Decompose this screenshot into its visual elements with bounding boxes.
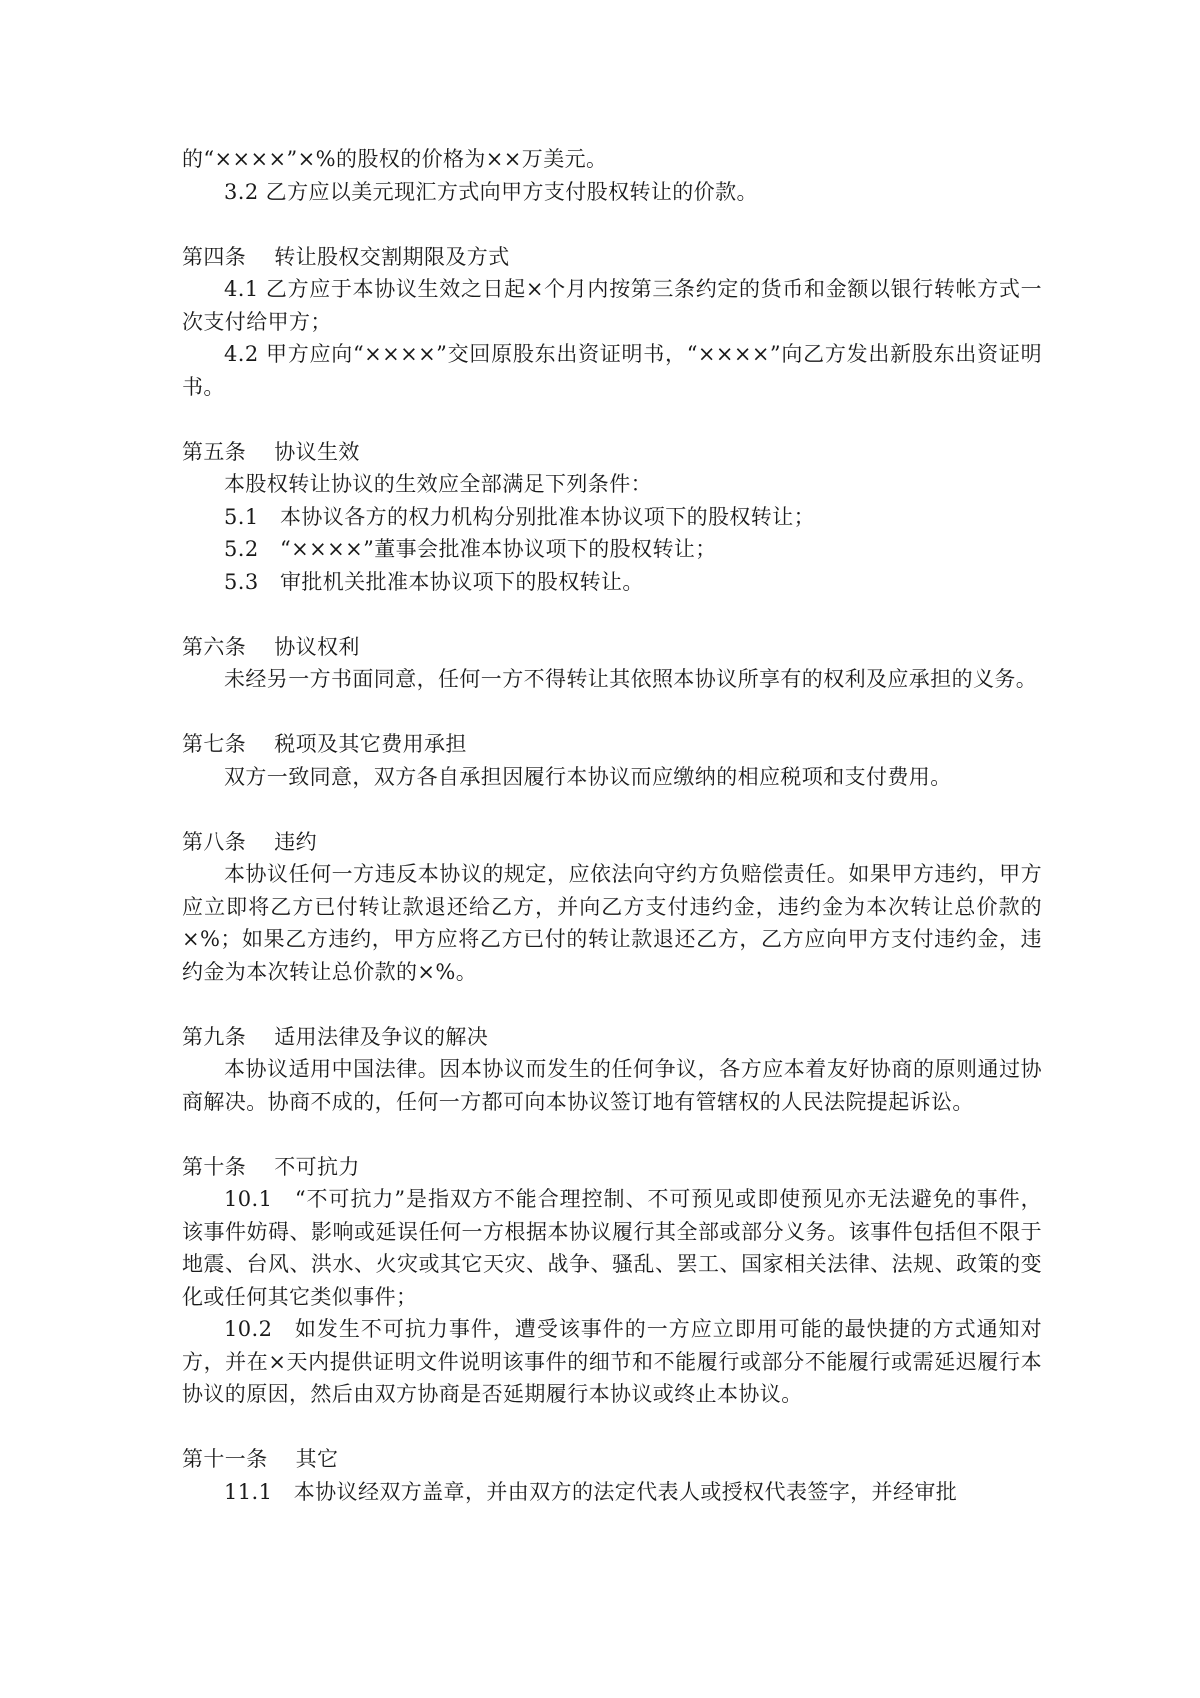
article-8-title: 违约 bbox=[274, 829, 318, 854]
article-11-heading bbox=[182, 1443, 1042, 1476]
clause-11-1: 11.1 本协议经双方盖章，并由双方的法定代表人或授权代表签字，并经审批 bbox=[224, 1479, 958, 1504]
clause-4-2: 4.2 甲方应向“××××”交回原股东出资证明书，“××××”向乙方发出新股东出资证明书。 bbox=[182, 342, 1042, 399]
article-7-heading bbox=[182, 728, 1042, 761]
article-8-body: 本协议任何一方违反本协议的规定，应依法向守约方负赔偿责任。如果甲方违约，甲方应立即将乙方已付转让款退还给乙方，并向乙方支付违约金，违约金为本次转让总价款的×%；如果乙方违约，甲方应将乙方已付的转让款退还乙方，乙方应向甲方支付违约金，违约金为本次转让总价款的×%。 bbox=[182, 862, 1042, 984]
clause-10-1: 10.1 “不可抗力”是指双方不能合理控制、不可预见或即使预见亦无法避免的事件，该事件妨碍、影响或延误任何一方根据本协议履行其全部或部分义务。该事件包括但不限于地震、台风、洪水、火灾或其它天灾、战争、骚乱、罢工、国家相关法律、法规、政策的变化或任何其它类似事件； bbox=[182, 1187, 1042, 1309]
clause-5-1: 5.1 本协议各方的权力机构分别批准本协议项下的股权转让； bbox=[224, 504, 815, 529]
article-10-heading bbox=[182, 1151, 1042, 1184]
article-5-number: 第五条 bbox=[182, 439, 247, 464]
article-9-heading bbox=[182, 1021, 1042, 1054]
article-5-title: 协议生效 bbox=[274, 439, 360, 464]
clause-3-2: 3.2 乙方应以美元现汇方式向甲方支付股权转让的价款。 bbox=[224, 179, 758, 204]
article-4-heading bbox=[182, 241, 1042, 274]
article-9-body: 本协议适用中国法律。因本协议而发生的任何争议，各方应本着友好协商的原则通过协商解决。协商不成的，任何一方都可向本协议签订地有管辖权的人民法院提起诉讼。 bbox=[182, 1057, 1042, 1114]
article-8-heading bbox=[182, 826, 1042, 859]
paragraph-intro: 的“××××”×%的股权的价格为××万美元。 bbox=[182, 147, 608, 171]
article-4-title: 转让股权交割期限及方式 bbox=[274, 244, 510, 269]
article-5-intro: 本股权转让协议的生效应全部满足下列条件： bbox=[224, 472, 652, 496]
clause-5-2: 5.2 “××××”董事会批准本协议项下的股权转让； bbox=[224, 537, 717, 561]
article-7-number: 第七条 bbox=[182, 732, 247, 756]
article-6-number: 第六条 bbox=[182, 634, 247, 659]
clause-4-1: 4.1 乙方应于本协议生效之日起×个月内按第三条约定的货币和金额以银行转帐方式一次支付给甲方； bbox=[182, 277, 1042, 334]
article-7-body: 双方一致同意，双方各自承担因履行本协议而应缴纳的相应税项和支付费用。 bbox=[224, 764, 952, 789]
article-11-number: 第十一条 bbox=[182, 1447, 268, 1471]
article-9-title: 适用法律及争议的解决 bbox=[274, 1024, 489, 1049]
article-11-title: 其它 bbox=[295, 1447, 339, 1471]
article-9-number: 第九条 bbox=[182, 1024, 247, 1049]
article-10-title: 不可抗力 bbox=[274, 1154, 360, 1179]
article-6-body: 未经另一方书面同意，任何一方不得转让其依照本协议所享有的权利及应承担的义务。 bbox=[224, 667, 1038, 691]
article-6-heading bbox=[182, 631, 1042, 664]
document-page bbox=[182, 143, 1042, 1508]
article-8-number: 第八条 bbox=[182, 829, 247, 854]
article-6-title: 协议权利 bbox=[274, 634, 360, 659]
article-4-number: 第四条 bbox=[182, 244, 247, 269]
article-10-number: 第十条 bbox=[182, 1154, 247, 1179]
clause-10-2: 10.2 如发生不可抗力事件，遭受该事件的一方应立即用可能的最快捷的方式通知对方，并在×天内提供证明文件说明该事件的细节和不能履行或部分不能履行或需延迟履行本协议的原因，然后由双方协商是否延期履行本协议或终止本协议。 bbox=[182, 1317, 1042, 1406]
clause-5-3: 5.3 审批机关批准本协议项下的股权转让。 bbox=[224, 569, 644, 594]
article-7-title: 税项及其它费用承担 bbox=[274, 732, 467, 756]
article-5-heading bbox=[182, 436, 1042, 469]
